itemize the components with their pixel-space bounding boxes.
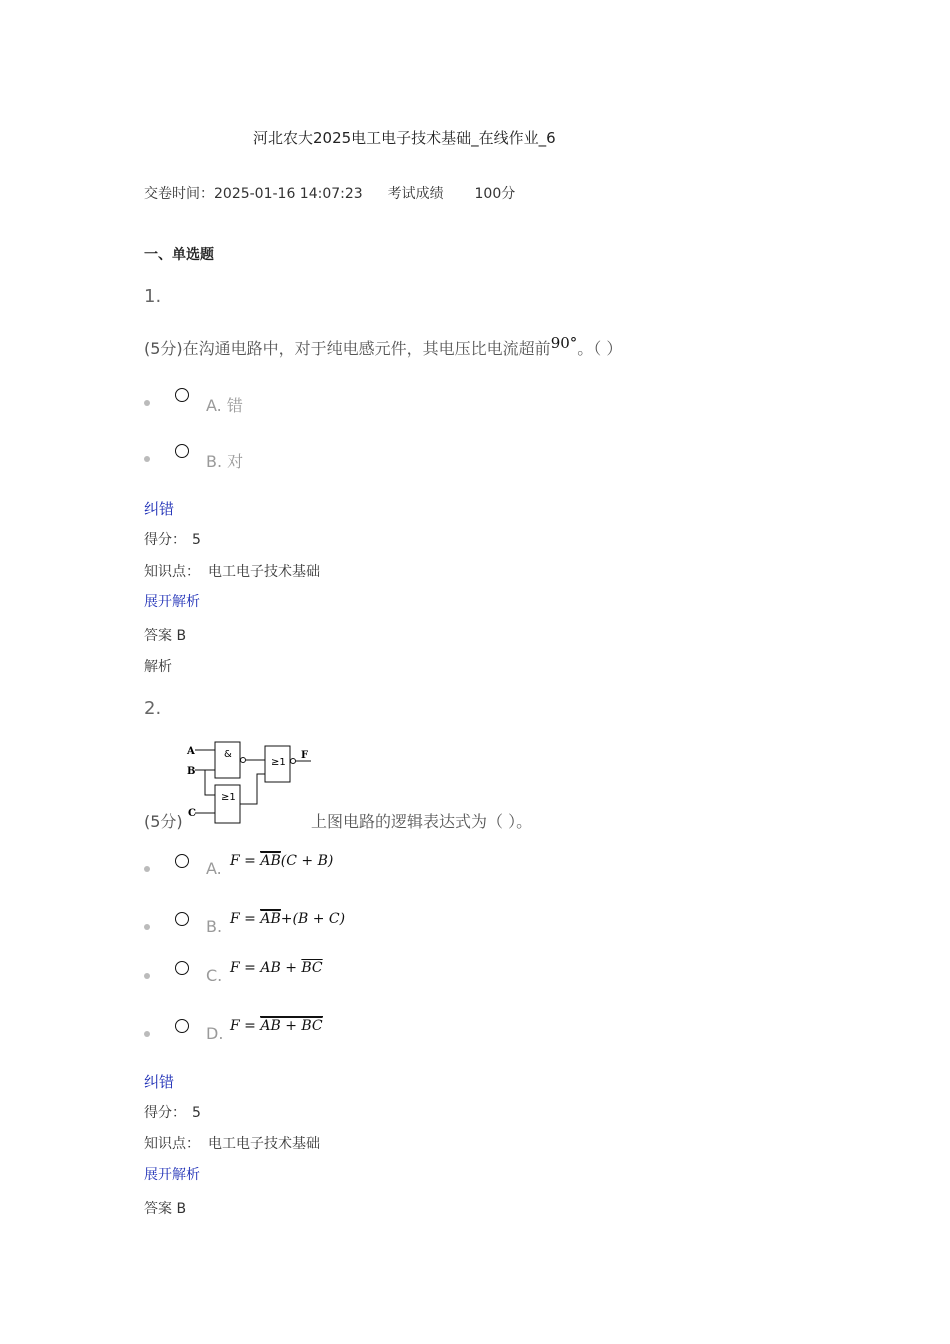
question-1-suffix: 。（ ） [577,339,623,358]
submission-meta [144,183,515,203]
question-1-math: 90° [550,334,578,352]
score-value: 5 [192,532,201,548]
answer-value: B [176,1201,187,1217]
option-label: A. 错 [206,396,243,415]
knowledge-value: 电工电子技术基础 [208,564,320,580]
bullet-icon [144,400,150,406]
option-formula: F = AB + $\overline{BC}$ [230,960,323,976]
knowledge-line [144,561,320,581]
score-label: 考试成绩 [387,186,444,202]
and-inverter-bubble [241,758,246,763]
score-value: 100分 [474,186,516,202]
question-1-option-b[interactable] [144,444,344,474]
score-line [144,529,201,549]
score-label: 得分： [144,1105,186,1121]
input-a-label: A [187,746,195,757]
bullet-icon [144,1031,150,1037]
knowledge-value: 电工电子技术基础 [208,1136,320,1152]
option-formula: F = AB + BC [230,1018,323,1034]
option-label: D. [206,1024,224,1043]
question-1-option-a[interactable] [144,388,344,418]
knowledge-label: 知识点： [144,564,200,580]
question-2-stem: 上图电路的逻辑表达式为（ ）。 [311,812,533,831]
page-title: 河北农大2025电工电子技术基础_在线作业_6 [253,129,556,147]
bullet-icon [144,973,150,979]
option-label: B. [206,917,223,936]
option-formula: $F = \overline{AB}(C + B)$ [230,853,334,869]
input-c-label: C [188,808,196,819]
bullet-icon [144,456,150,462]
submit-time-label: 交卷时间： [144,186,214,202]
bullet-icon [144,924,150,930]
question-2-option-a[interactable] [144,854,384,884]
question-2-points: (5分) [144,812,183,831]
correct-error-link[interactable]: 纠错 [144,500,175,518]
radio-button[interactable] [175,1019,189,1033]
question-2-option-c[interactable] [144,961,384,991]
question-1-number: 1. [144,286,162,307]
analysis-label: 解析 [144,659,172,675]
or-gate-bottom-symbol: ≥1 [221,792,236,803]
score-line [144,1102,201,1122]
answer-value: B [176,628,187,644]
submit-time: 2025-01-16 14:07:23 [214,186,363,202]
or-gate-top-symbol: ≥1 [271,757,286,768]
option-formula: $F = \overline{AB}+(B + C)$ [230,911,346,927]
answer-line [144,625,186,645]
answer-label: 答案 [144,1201,172,1217]
or-inverter-bubble [291,759,296,764]
and-gate-symbol: & [224,749,232,760]
and-gate [215,742,240,778]
input-b-label: B [187,766,196,777]
radio-button[interactable] [175,388,189,402]
knowledge-label: 知识点： [144,1136,200,1152]
question-2-option-b[interactable] [144,912,384,942]
question-1-text [144,336,622,359]
correct-error-link[interactable]: 纠错 [144,1073,175,1091]
score-label: 得分： [144,532,186,548]
option-label: C. [206,966,223,985]
option-label: B. 对 [206,452,244,471]
radio-button[interactable] [175,444,189,458]
option-label: A. [206,859,222,878]
expand-analysis-link[interactable]: 展开解析 [144,594,200,610]
answer-line [144,1198,186,1218]
radio-button[interactable] [175,854,189,868]
question-1-stem: 在沟通电路中，对于纯电感元件，其电压比电流超前 [182,339,551,358]
bullet-icon [144,866,150,872]
radio-button[interactable] [175,961,189,975]
question-2-number: 2. [144,698,162,719]
answer-label: 答案 [144,628,172,644]
output-f-label: F [301,750,309,761]
expand-analysis-link[interactable]: 展开解析 [144,1167,200,1183]
radio-button[interactable] [175,912,189,926]
score-value: 5 [192,1105,201,1121]
question-2-option-d[interactable] [144,1019,384,1049]
or-gate-bottom [215,785,240,823]
logic-circuit-diagram [185,740,315,826]
question-1-points: (5分) [144,339,183,358]
section-title: 一、单选题 [144,247,214,263]
knowledge-line [144,1133,320,1153]
